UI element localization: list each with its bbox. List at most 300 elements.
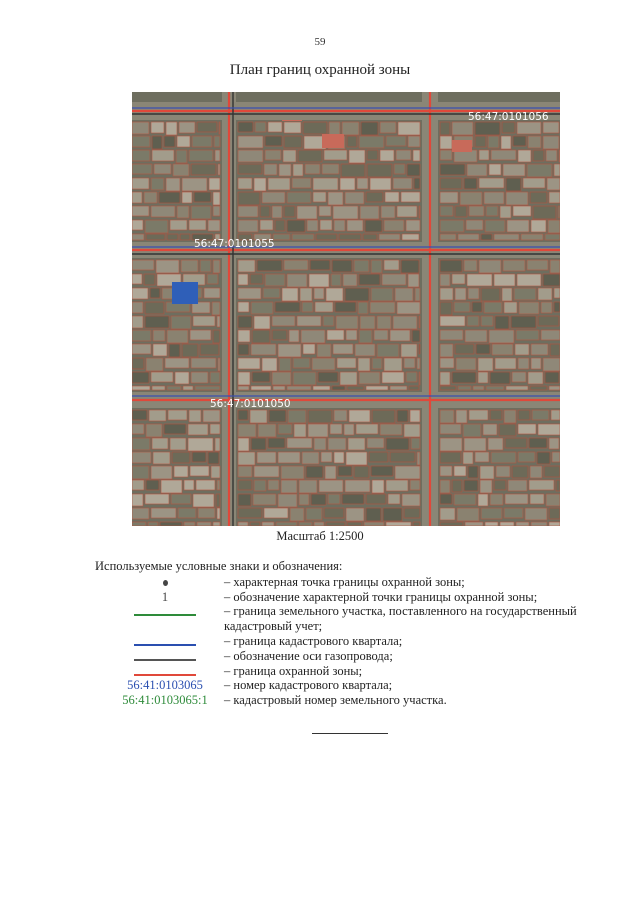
parcel [150,288,160,298]
legend-description: – обозначение оси газопровода; [224,649,393,663]
parcel [179,122,195,133]
parcel [457,508,479,521]
parcel [268,178,290,190]
parcel [192,452,206,462]
parcel [238,508,262,518]
parcel [549,386,560,390]
parcel [546,150,557,161]
line-symbol [100,634,230,649]
parcel [505,494,528,504]
parcel [464,480,478,491]
parcel [151,466,172,479]
parcel [330,424,342,434]
parcel [518,424,536,434]
parcel [495,316,509,329]
parcel [481,288,500,301]
parcel [467,274,492,286]
parcel [388,494,400,504]
parcel [132,330,151,341]
legend-description: – граница охранной зоны; [224,664,363,678]
parcel [367,150,378,160]
quarter-label: 56:47:0101055 [194,238,275,250]
parcel [508,480,527,491]
parcel [500,206,511,218]
parcel [169,344,180,357]
parcel [455,344,474,354]
parcel [308,410,332,423]
parcel [419,316,420,328]
parcel [145,220,168,233]
line-symbol [100,604,230,619]
parcel [314,522,324,526]
parcel [287,386,311,390]
line-swatch [134,644,196,646]
parcel [366,192,383,202]
parcel [132,302,143,313]
parcel [207,274,218,284]
parcel [313,178,338,190]
parcel [281,466,304,479]
parcel [263,288,280,298]
parcel [253,494,276,505]
parcel [346,330,357,340]
parcel [144,192,157,203]
parcel [238,424,256,437]
parcel [132,274,142,284]
parcel [216,494,220,507]
parcel [518,150,531,162]
parcel [440,234,456,240]
parcel [440,480,450,493]
parcel [258,424,276,437]
parcel [144,274,155,285]
parcel [326,288,343,301]
parcel [454,466,466,476]
parcel [486,386,504,390]
legend-description: – граница кадастрового квартала; [224,634,403,648]
line-swatch [134,674,196,676]
parcel [164,136,175,147]
parcel [132,494,143,506]
parcel [489,330,514,343]
parcel [354,260,369,272]
parcel [208,220,220,231]
parcel [190,466,209,476]
text-symbol: 56:41:0103065 [127,678,203,692]
parcel [305,164,320,174]
parcel [414,178,420,189]
parcel [413,522,420,526]
parcel [559,150,560,162]
parcel [215,438,220,451]
parcel [196,480,215,490]
parcel [168,410,187,420]
parcel [506,192,528,205]
parcel [306,466,323,478]
parcel [358,358,370,371]
parcel [313,192,326,202]
parcel [132,260,154,270]
parcel [254,466,279,477]
page-title: План границ охранной зоны [229,62,411,78]
parcel [297,206,317,219]
parcel [132,358,144,369]
parcel [262,358,277,371]
parcel [467,316,479,326]
parcel [384,260,399,270]
parcel [146,480,159,490]
parcel [382,372,404,383]
parcel [307,220,318,231]
parcel [544,466,560,477]
parcel [452,480,462,492]
parcel [538,288,552,300]
parcel [177,206,189,218]
parcel [514,288,536,300]
parcel [272,316,295,326]
parcel [402,234,419,240]
parcel [419,372,420,385]
parcel [379,234,400,240]
parcel [385,192,399,202]
parcel [527,164,552,177]
parcel [152,386,165,390]
parcel [440,260,462,272]
parcel [204,288,220,298]
parcel [264,508,288,518]
parcel [358,302,368,314]
parcel [519,302,539,314]
parcel [255,122,266,132]
parcel [408,274,419,287]
parcel [541,302,552,313]
parcel [537,452,550,464]
parcel [251,386,271,390]
parcel [215,150,220,161]
parcel [465,330,487,342]
parcel [310,260,330,270]
parcel [160,522,182,526]
parcel [531,220,546,232]
parcel [340,178,355,190]
parcel [458,234,479,240]
parcel [506,386,528,390]
parcel [494,274,515,286]
parcel [397,206,417,217]
parcel [543,274,560,286]
parcel [284,206,295,217]
parcel [473,386,484,390]
parcel [452,122,473,135]
parcel [211,466,220,478]
parcel [440,330,463,340]
parcel [440,358,454,368]
parcel [558,206,560,218]
parcel [468,288,479,299]
parcel [393,316,417,329]
parcel [440,206,453,216]
parcel [504,508,523,518]
parcel [384,220,404,231]
parcel [440,466,452,476]
parcel [333,206,358,219]
line-symbol [100,649,230,664]
parcel [316,234,337,240]
parcel [549,438,559,449]
parcel [154,164,171,174]
parcel [238,466,252,477]
parcel [151,206,175,217]
parcel [278,452,300,463]
parcel [383,508,402,521]
parcel [513,136,526,146]
parcel [402,494,420,506]
parcel [191,372,208,383]
parcel [511,316,536,328]
parcel [380,424,402,435]
parcel [281,480,297,493]
parcel [369,452,388,462]
parcel [132,234,144,240]
parcel [545,372,559,383]
parcel [355,344,375,356]
parcel [182,192,192,203]
parcel [372,480,384,493]
parcel [547,178,560,190]
parcel [218,358,220,371]
parcel [506,178,521,191]
parcel [132,122,149,134]
parcel [490,410,502,420]
parcel [219,122,220,134]
parcel [367,438,384,448]
parcel [478,358,493,371]
parcel [440,316,465,326]
parcel [327,330,344,340]
parcel [479,178,504,188]
parcel [173,164,189,176]
parcel [193,494,214,507]
parcel [189,410,201,422]
parcel [151,508,176,518]
parcel [538,316,559,326]
parcel [315,302,333,312]
parcel [410,410,420,422]
parcel [167,234,178,240]
parcel [345,192,364,204]
parcel [238,358,260,369]
parcel [335,302,356,312]
parcel [299,494,309,505]
parcel [408,136,420,147]
parcel [191,164,216,175]
parcel [525,508,547,520]
parcel [272,372,291,385]
parcel [507,220,529,232]
parcel [268,438,285,448]
parcel [213,330,220,343]
parcel [238,316,252,328]
parcel [301,330,325,343]
parcel [318,372,338,382]
parcel [238,288,261,299]
parcel [372,358,382,369]
parcel [504,302,517,313]
parcel [272,206,282,218]
parcel [188,424,208,435]
parcel [413,150,420,161]
parcel [275,220,285,231]
parcel [440,136,452,149]
parcel [484,302,502,313]
parcel [153,344,167,356]
parcel [238,438,249,451]
parcel [552,452,560,462]
parcel [293,372,316,385]
parcel [269,410,286,422]
parcel [466,220,483,230]
parcel [502,122,515,133]
page-number: 59 [314,36,326,48]
parcel [483,424,497,435]
parcel [485,522,498,526]
parcel [556,480,560,491]
parcel [354,466,369,478]
parcel [320,220,332,230]
parcel [328,192,343,205]
parcel [251,344,276,355]
parcel [166,178,180,191]
parcel [412,330,420,342]
parcel [440,150,452,160]
parcel [543,136,559,149]
parcel [472,302,482,312]
parcel [325,466,336,479]
parcel [349,150,365,163]
parcel [238,192,260,205]
parcel [545,234,560,240]
parcel [217,508,220,519]
parcel [452,372,476,383]
parcel [283,150,296,162]
parcel [312,358,335,370]
parcel [377,344,399,357]
parcel [380,150,394,161]
parcel [518,410,530,420]
parcel [308,424,328,437]
parcel [404,508,420,518]
parcel [189,220,206,230]
parcel [531,358,541,369]
parcel [333,344,353,354]
parcel [481,234,492,240]
parcel [371,260,382,273]
parcel [390,452,415,462]
parcel [485,220,505,232]
parcel [132,386,150,390]
parcel [132,220,143,230]
parcel [550,260,560,273]
parcel [278,344,301,357]
parcel [334,410,347,421]
parcel [334,220,345,231]
parcel [370,178,391,190]
parcel [252,330,270,343]
parcel [454,302,470,312]
parcel [182,178,207,191]
parcel [332,386,345,390]
parcel [213,192,220,205]
parcel [386,438,409,450]
parcel [183,386,193,390]
parcel [177,136,190,147]
parcel [145,494,169,504]
parcel [132,150,150,161]
parcel [380,122,396,133]
parcel [440,164,465,175]
parcel [543,122,559,133]
parcel [151,178,164,190]
parcel [374,330,388,340]
parcel [238,220,258,232]
parcel [159,192,180,203]
parcel [481,316,493,326]
parcel [238,452,255,465]
parcel [279,164,291,176]
parcel [360,206,379,219]
parcel [440,424,461,434]
parcel [265,150,281,160]
parcel [489,164,501,175]
parcel [279,358,291,371]
quarter-label: 56:47:0101056 [468,111,549,123]
parcel [356,424,378,434]
parcel [469,206,484,216]
parcel [440,178,462,189]
parcel [364,522,384,526]
roof [172,282,198,304]
parcel [337,358,356,368]
parcel [210,372,220,383]
parcel [467,164,487,176]
parcel [238,122,253,132]
parcel [440,274,450,286]
parcel [175,372,189,384]
parcel [323,316,334,326]
parcel [238,260,255,272]
parcel [238,164,262,174]
parcel [172,452,190,463]
parcel [396,150,411,160]
parcel [300,288,312,301]
parcel [282,288,298,301]
parcel [254,178,266,191]
parcel [348,438,365,450]
parcel [257,260,282,271]
parcel [533,206,556,219]
parcel [324,150,347,160]
parcel [347,136,357,147]
parcel [456,410,467,423]
parcel [532,410,549,420]
parcel [284,260,308,270]
parcel [238,494,251,506]
parcel [404,424,420,437]
parcel [478,494,488,506]
parcel [529,480,554,490]
parcel [238,372,250,385]
parcel [309,274,329,287]
